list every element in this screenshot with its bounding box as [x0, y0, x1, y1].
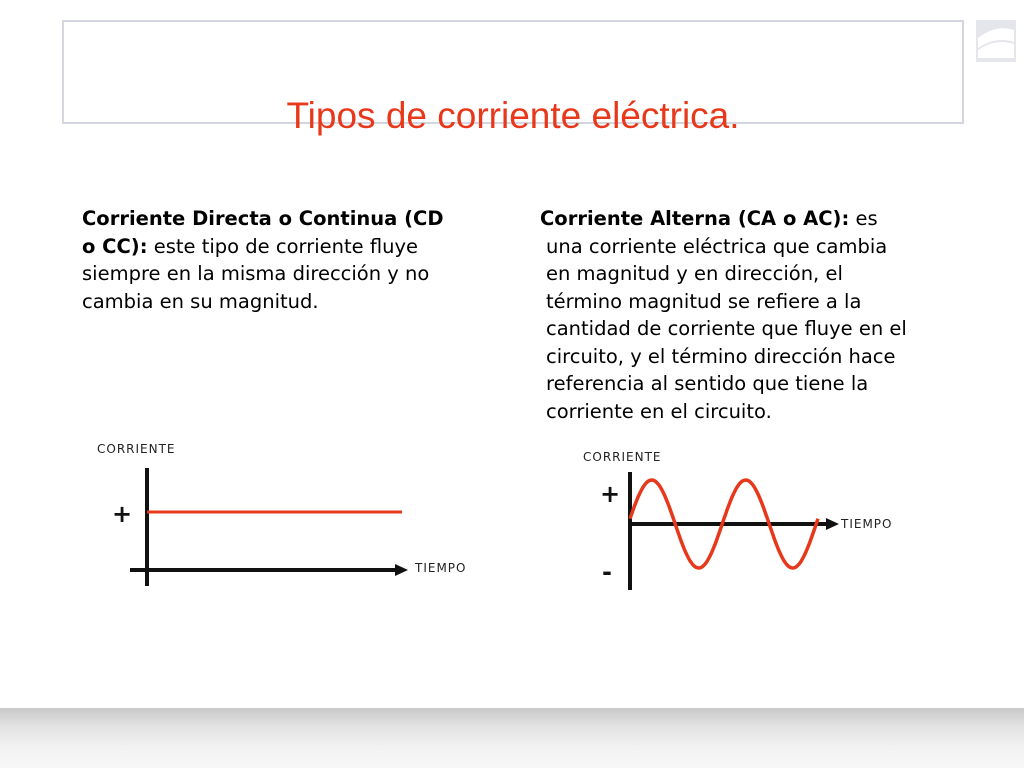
- dc-x-axis-arrow: [395, 564, 408, 576]
- title-box: [62, 20, 964, 136]
- ac-line: corriente en el circuito.: [546, 399, 772, 423]
- ac-line: término magnitud se refiere a la: [546, 289, 862, 313]
- dc-description: [82, 205, 444, 315]
- slide-title: Tipos de corriente eléctrica.: [286, 95, 740, 136]
- ac-line: referencia al sentido que tiene la: [546, 372, 869, 395]
- corner-logo-icon: [976, 20, 1016, 62]
- dc-y-axis-label: CORRIENTE: [97, 442, 176, 456]
- dc-line: siempre en la misma dirección y no: [82, 262, 430, 285]
- ac-minus-label: -: [602, 558, 612, 586]
- dc-graph: [90, 430, 490, 600]
- ac-description: [540, 205, 907, 425]
- ac-line: circuito, y el término dirección hace: [546, 344, 896, 368]
- dc-plus-label: +: [112, 500, 133, 528]
- dc-line: o CC): este tipo de corriente fluye: [82, 234, 419, 258]
- ac-x-axis-label: TIEMPO: [841, 517, 893, 531]
- ac-line: cantidad de corriente que fluye en el: [546, 317, 907, 340]
- footer-bar: [0, 708, 1024, 768]
- dc-line: Corriente Directa o Continua (CD: [82, 207, 444, 230]
- ac-graph: [578, 440, 918, 600]
- ac-y-axis-label: CORRIENTE: [583, 450, 662, 464]
- ac-line: Corriente Alterna (CA o AC): es: [540, 207, 878, 230]
- ac-line: una corriente eléctrica que cambia: [546, 234, 888, 258]
- ac-x-axis-arrow: [826, 518, 839, 530]
- dc-line: cambia en su magnitud.: [82, 289, 319, 313]
- dc-x-axis-label: TIEMPO: [415, 561, 467, 575]
- ac-plus-label: +: [600, 480, 621, 508]
- ac-line: en magnitud y en dirección, el: [546, 262, 843, 285]
